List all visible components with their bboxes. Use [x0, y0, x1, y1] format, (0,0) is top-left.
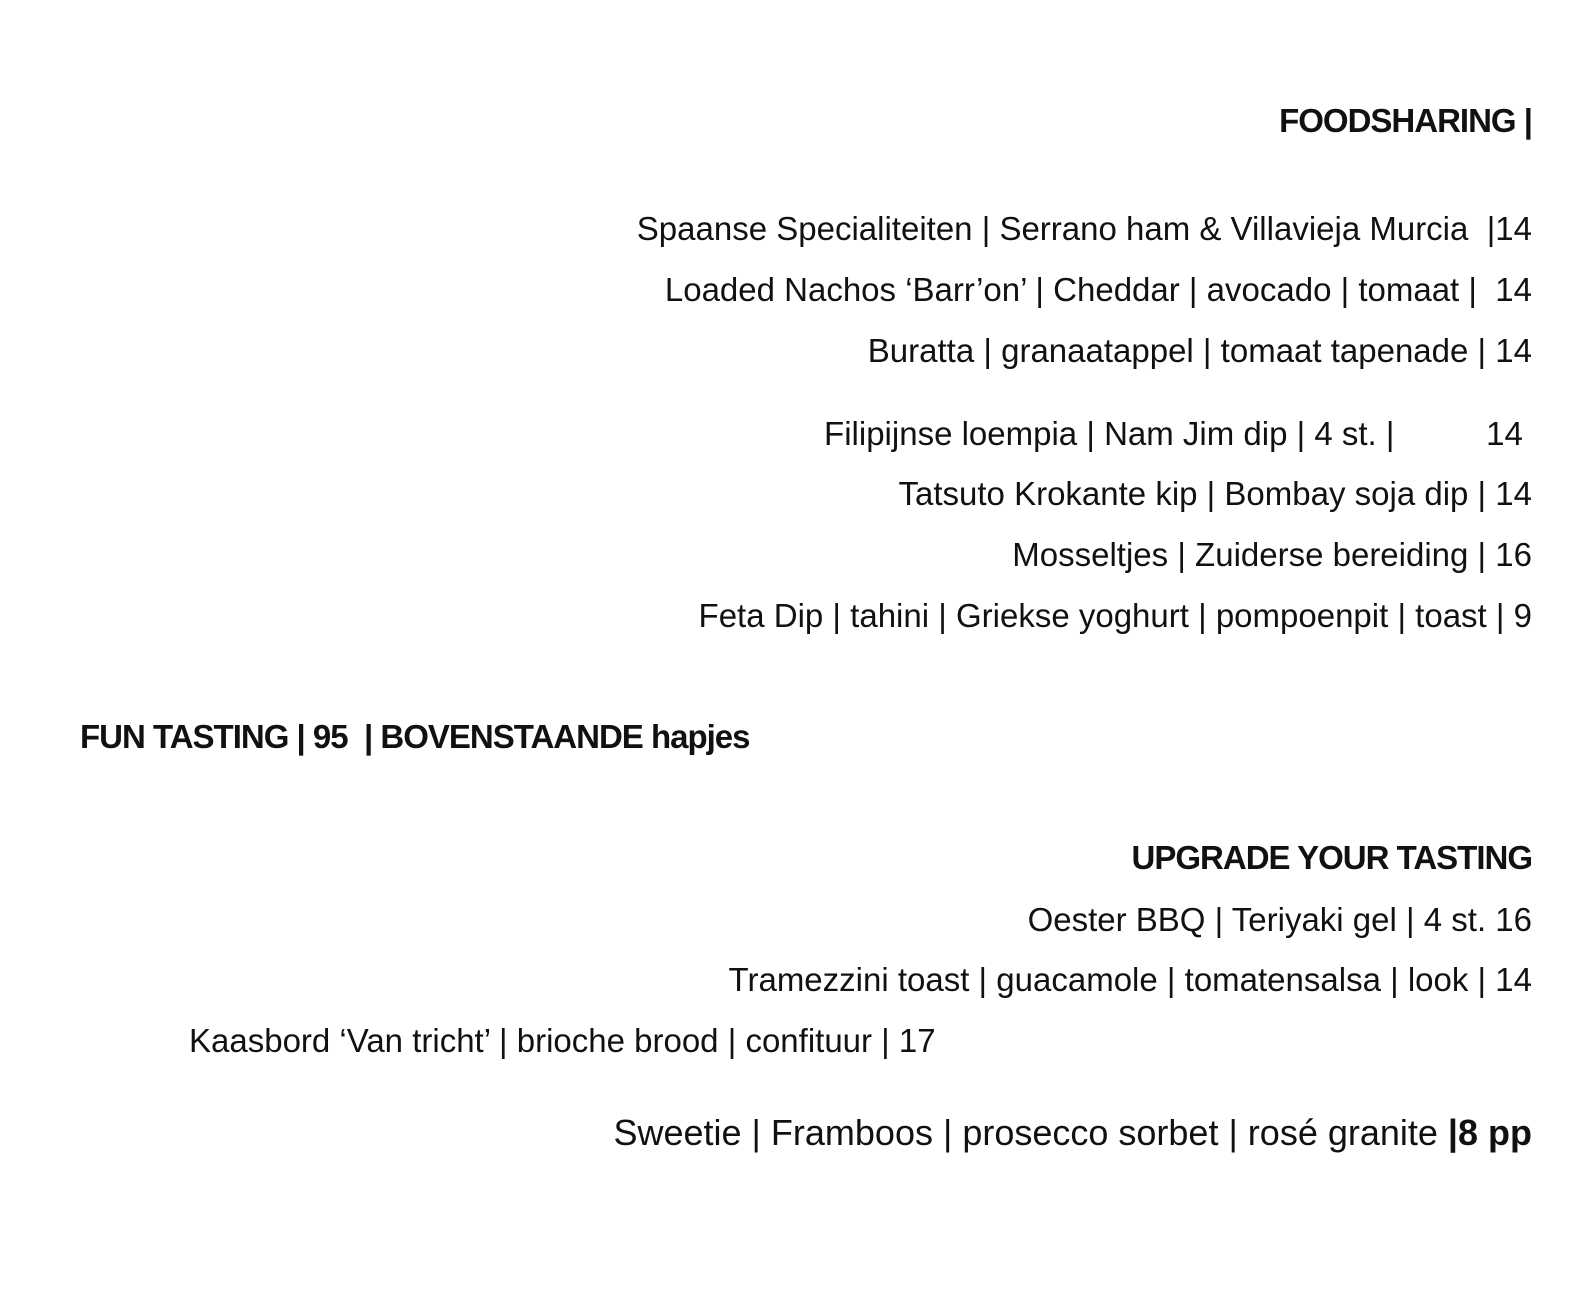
menu-item: Tramezzini toast | guacamole | tomatensalsa | look | 14 — [728, 961, 1532, 998]
menu-item: Tatsuto Krokante kip | Bombay soja dip | 14 — [898, 475, 1532, 512]
foodsharing-heading: FOODSHARING | — [1279, 102, 1532, 139]
menu-item: Loaded Nachos ‘Barr’on’ | Cheddar | avocado | tomaat | 14 — [664, 271, 1532, 308]
upgrade-heading: UPGRADE YOUR TASTING — [1131, 839, 1532, 876]
sweetie-item — [613, 1113, 1532, 1153]
menu-item: Spaanse Specialiteiten | Serrano ham & Villavieja Murcia |14 — [636, 210, 1532, 247]
menu-item: Feta Dip | tahini | Griekse yoghurt | pompoenpit | toast | 9 — [698, 597, 1532, 634]
menu-item: Buratta | granaatappel | tomaat tapenade | 14 — [867, 332, 1532, 369]
sweetie-description: Sweetie | Framboos | prosecco sorbet | rosé granite — [613, 1112, 1448, 1153]
menu-item: Mosseltjes | Zuiderse bereiding | 16 — [1012, 536, 1532, 573]
fun-tasting-heading: FUN TASTING | 95 | BOVENSTAANDE hapjes — [80, 718, 750, 755]
menu-item: Kaasbord ‘Van tricht’ | brioche brood | confituur | 17 — [189, 1022, 936, 1059]
sweetie-price: |8 pp — [1447, 1112, 1532, 1153]
menu-item: Oester BBQ | Teriyaki gel | 4 st. 16 — [1027, 901, 1532, 938]
menu-item: Filipijnse loempia | Nam Jim dip | 4 st. | 14 — [824, 415, 1532, 452]
